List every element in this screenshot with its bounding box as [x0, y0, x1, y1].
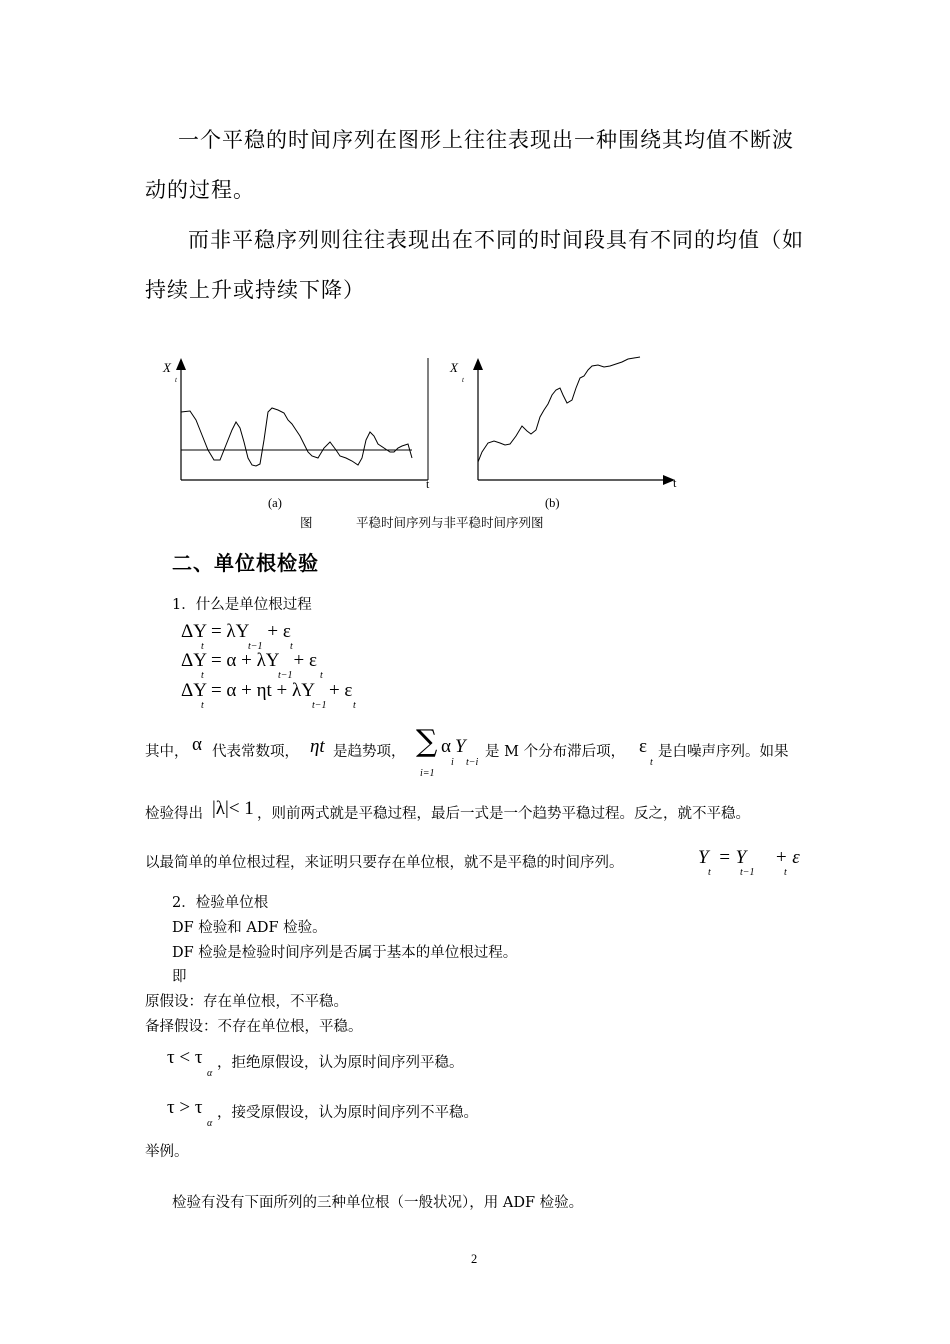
- rule1-text: ，拒绝原假设，认为原时间序列平稳。: [217, 1055, 464, 1071]
- left-panel-label: (a): [268, 496, 282, 510]
- eq3-sub-eps: t: [353, 700, 356, 711]
- eq1-sub-eps: t: [290, 641, 293, 652]
- figure-caption: 平稳时间序列与非平稳时间序列图: [356, 516, 544, 530]
- eq1-sub-t1: t−1: [248, 641, 263, 652]
- figure-caption-prefix: 图: [300, 516, 313, 530]
- left-y-arrow: [176, 358, 186, 370]
- rw-sub-1: t: [708, 867, 711, 878]
- item2-line1: DF 检验和 ADF 检验。: [172, 920, 327, 936]
- right-panel-label: (b): [545, 496, 560, 510]
- equation-3: ΔY = α + ηt + λY + ε: [181, 680, 353, 701]
- section-heading: 二、单位根检验: [172, 551, 319, 575]
- explain-line2-a: 检验得出: [145, 806, 203, 822]
- equation-2: ΔY = α + λY + ε: [181, 650, 317, 671]
- right-x-label: t: [673, 476, 677, 490]
- para2-line1: 而非平稳序列则往往表现出在不同的时间段具有不同的均值（如: [188, 228, 804, 252]
- right-axis-sub: t: [462, 376, 464, 384]
- para2-line2: 持续上升或持续下降）: [145, 278, 365, 302]
- page-number: 2: [471, 1252, 478, 1266]
- explain-part3: 是趋势项，: [333, 744, 406, 760]
- eq2-sub-t: t: [201, 670, 204, 681]
- right-y-arrow: [473, 358, 483, 370]
- eq1-sub-t: t: [201, 641, 204, 652]
- item2-line3: 即: [172, 969, 187, 985]
- example-label: 举例。: [145, 1144, 189, 1160]
- eta-t-symbol: ηt: [310, 736, 325, 757]
- sum-lower-limit: i=1: [420, 768, 435, 779]
- sum-sub-ti: t−i: [466, 757, 479, 768]
- item1-title: 1．什么是单位根过程: [172, 597, 312, 613]
- rule1-math: τ < τ: [167, 1047, 203, 1068]
- para1-line1: 一个平稳的时间序列在图形上往往表现出一种围绕其均值不断波: [178, 128, 794, 152]
- eq2-sub-t1: t−1: [278, 670, 293, 681]
- left-x-tick: t: [426, 477, 430, 491]
- rw-sub-2: t−1: [740, 867, 755, 878]
- explain-line2-b: ，则前两式就是平稳过程，最后一式是一个趋势平稳过程。反之，就不平稳。: [257, 806, 750, 822]
- item2-title: 2．检验单位根: [172, 895, 269, 911]
- closing-line: 检验有没有下面所列的三种单位根（一般状况），用 ADF 检验。: [172, 1195, 584, 1211]
- null-hypothesis: 原假设：存在单位根，不平稳。: [145, 994, 348, 1010]
- stationary-series: [181, 408, 412, 466]
- explain-part4: 是 M 个分布滞后项，: [485, 744, 626, 760]
- nonstationary-series: [478, 357, 640, 462]
- equation-1: ΔY = λY + ε: [181, 621, 291, 642]
- time-series-figure: [0, 340, 950, 540]
- left-axis-label: X: [163, 360, 171, 375]
- rule1-sub: α: [207, 1068, 213, 1079]
- explain-part1: 其中，: [145, 744, 189, 760]
- eq3-sub-t: t: [201, 700, 204, 711]
- nonstationary-panel: [449, 357, 677, 510]
- epsilon-symbol: ε: [639, 736, 647, 757]
- rule2-math: τ > τ: [167, 1097, 203, 1118]
- right-axis-label: X: [450, 360, 458, 375]
- sum-symbol: ∑: [416, 724, 438, 759]
- random-walk-equation: Y = Y + ε: [698, 847, 800, 868]
- sum-Y: Y: [455, 736, 466, 757]
- eq2-sub-eps: t: [320, 670, 323, 681]
- eq3-sub-t1: t−1: [312, 700, 327, 711]
- para1-line2: 动的过程。: [145, 178, 255, 202]
- alternative-hypothesis: 备择假设：不存在单位根，平稳。: [145, 1019, 363, 1035]
- sum-alpha: α: [441, 736, 451, 757]
- explain-line3: 以最简单的单位根过程，来证明只要存在单位根，就不是平稳的时间序列。: [145, 855, 624, 871]
- stationary-panel: [162, 358, 430, 510]
- rw-sub-3: t: [784, 867, 787, 878]
- rule2-sub: α: [207, 1118, 213, 1129]
- rule2-text: ，接受原假设，认为原时间序列不平稳。: [217, 1105, 478, 1121]
- explain-part5: 是白噪声序列。如果: [658, 744, 789, 760]
- epsilon-sub: t: [650, 757, 653, 768]
- item2-line2: DF 检验是检验时间序列是否属于基本的单位根过程。: [172, 945, 518, 961]
- lambda-condition: |λ|< 1: [212, 798, 254, 819]
- left-axis-sub: t: [175, 376, 177, 384]
- sum-sub-i: i: [451, 757, 454, 768]
- alpha-symbol: α: [192, 734, 202, 755]
- explain-part2: 代表常数项，: [212, 744, 299, 760]
